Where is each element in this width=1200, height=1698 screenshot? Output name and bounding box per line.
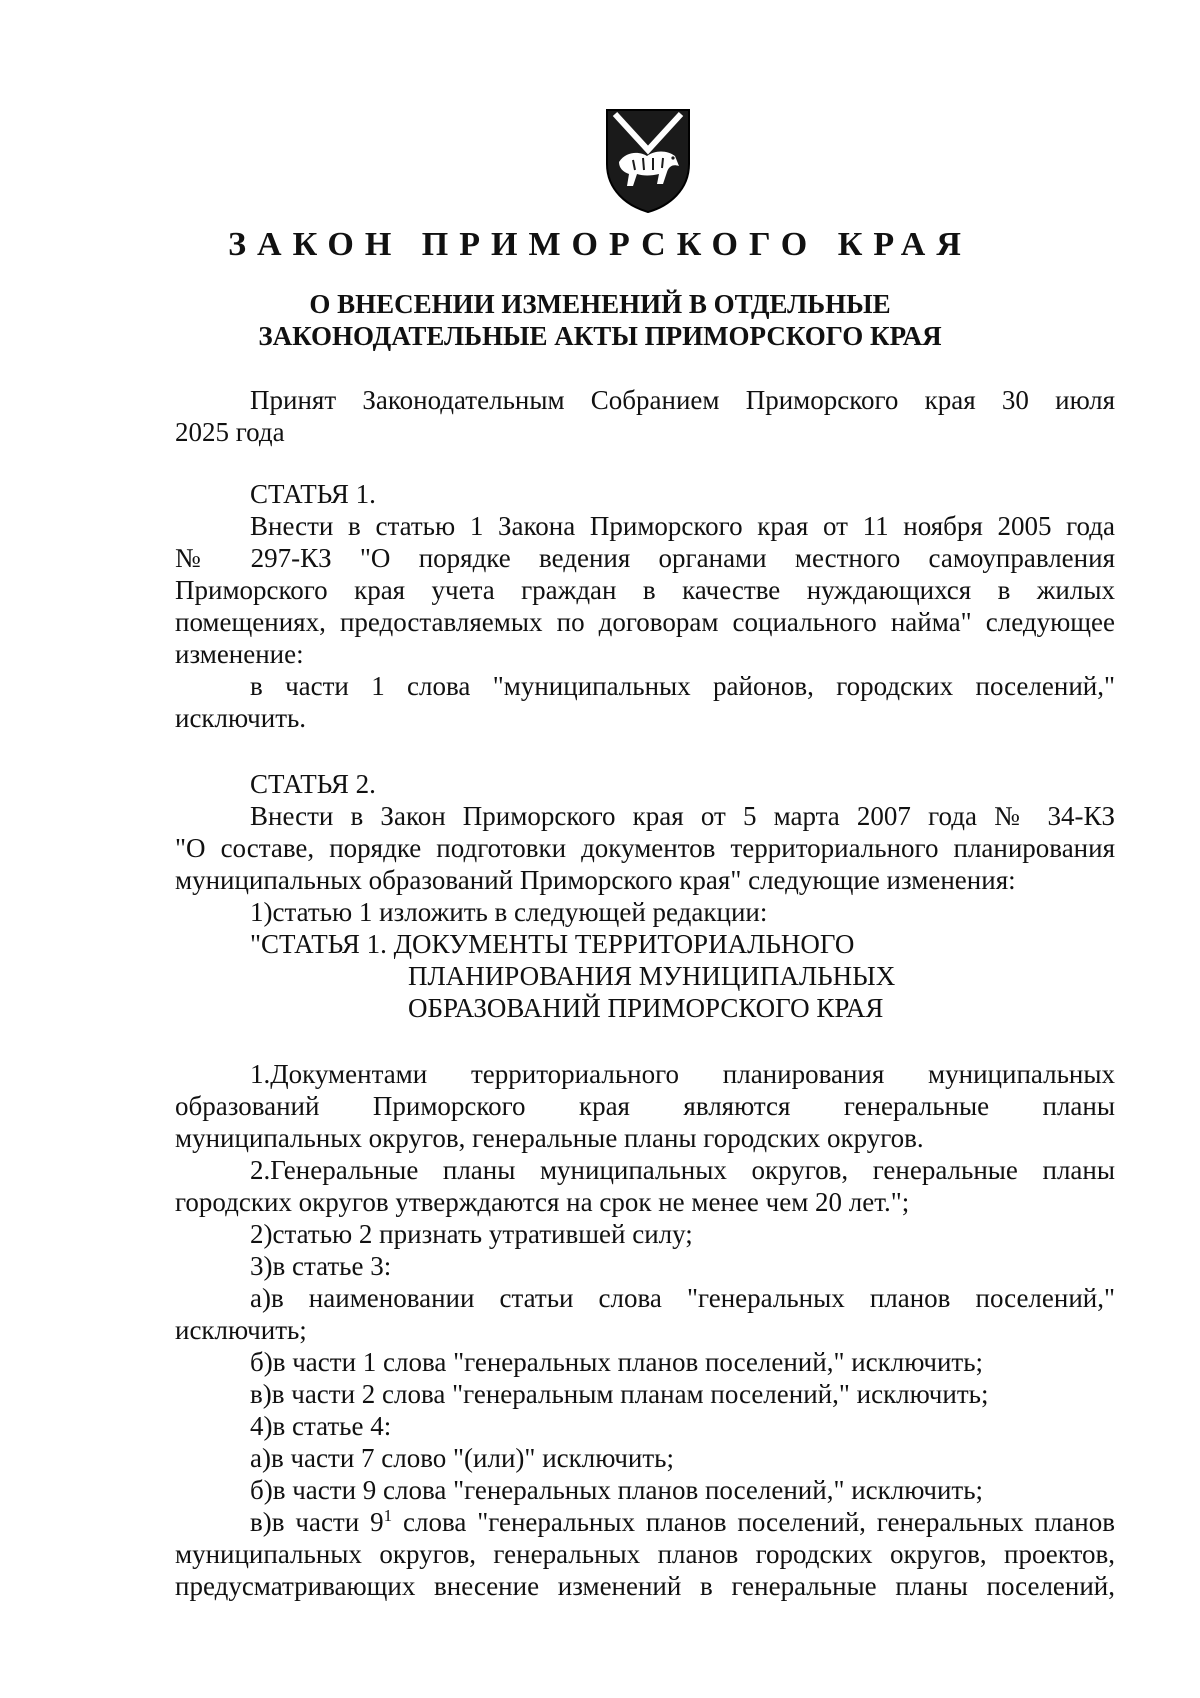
article-2-item-1: 1)статью 1 изложить в следующей редакции: [250,897,768,927]
article-1-line-3: Приморского края учета граждан в качестве нуждающихся в жилых [175,575,1115,605]
law-subtitle-line-1: О ВНЕСЕНИИ ИЗМЕНЕНИЙ В ОТДЕЛЬНЫЕ [309,289,891,319]
article-2-item-2: 2)статью 2 признать утратившей силу; [250,1219,693,1249]
article-1-line-4: помещениях, предоставляемых по договорам социального найма" следующее [175,607,1115,637]
article-2-item-3a-line-2: исключить; [175,1315,307,1345]
article-1-line-1: Внести в статью 1 Закона Приморского края от 11 ноября 2005 года [250,511,1115,541]
quoted-part-1-line-2: образований Приморского края являются генеральные планы [175,1091,1115,1121]
article-1-line-5: изменение: [175,639,304,669]
article-2-item-4b: б)в части 9 слова "генеральных планов поселений," исключить; [250,1475,984,1505]
article-2-line-3: муниципальных образований Приморского края" следующие изменения: [175,865,1016,895]
item-4c-text: слова "генеральных планов поселений, генеральных планов [392,1507,1115,1537]
article-2-item-3a-line-1: а)в наименовании статьи слова "генеральных планов поселений," [250,1283,1115,1313]
article-2-line-2: "О составе, порядке подготовки документов территориального планирования [175,833,1115,863]
quoted-part-2-line-2: городских округов утверждаются на срок не менее чем 20 лет."; [175,1187,910,1217]
adopted-line-1: Принят Законодательным Собранием Приморского края 30 июля [250,385,1115,415]
article-2-item-4c-line-2: муниципальных округов, генеральных планов городских округов, проектов, [175,1539,1115,1569]
article-1-line-2: № 297-КЗ "О порядке ведения органами местного самоуправления [175,543,1115,573]
adopted-line-2: 2025 года [175,417,285,447]
article-2-item-4: 4)в статье 4: [250,1411,392,1441]
item-4c-prefix: в)в части 9 [250,1507,384,1537]
article-1-line-7: исключить. [175,703,307,733]
article-2-item-3b: б)в части 1 слова "генеральных планов поселений," исключить; [250,1347,984,1377]
article-1-heading: СТАТЬЯ 1. [250,479,376,509]
quoted-part-2-line-1: 2.Генеральные планы муниципальных округов, генеральные планы [250,1155,1115,1185]
article-2-heading: СТАТЬЯ 2. [250,769,376,799]
quoted-part-1-line-3: муниципальных округов, генеральные планы городских округов. [175,1123,924,1153]
article-1-line-6: в части 1 слова "муниципальных районов, городских поселений," [250,671,1115,701]
quoted-article-heading-line-1: "СТАТЬЯ 1. ДОКУМЕНТЫ ТЕРРИТОРИАЛЬНОГО [250,929,855,959]
article-2-item-3: 3)в статье 3: [250,1251,392,1281]
document-body [175,384,1115,1602]
quoted-article-heading-line-2: ПЛАНИРОВАНИЯ МУНИЦИПАЛЬНЫХ [408,961,896,991]
quoted-article-heading-line-3: ОБРАЗОВАНИЙ ПРИМОРСКОГО КРАЯ [408,993,884,1023]
article-2-line-1: Внести в Закон Приморского края от 5 марта 2007 года № 34-КЗ [250,801,1115,831]
item-4c-superscript: 1 [383,1506,393,1525]
article-2-item-4c-line-3: предусматривающих внесение изменений в генеральные планы поселений, [175,1571,1115,1601]
law-subtitle-line-2: ЗАКОНОДАТЕЛЬНЫЕ АКТЫ ПРИМОРСКОГО КРАЯ [258,321,942,351]
article-2-item-4a: а)в части 7 слово "(или)" исключить; [250,1443,674,1473]
law-title: ЗАКОН ПРИМОРСКОГО КРАЯ [228,226,972,263]
primorsky-krai-coat-of-arms-icon [603,106,693,214]
article-2-item-4c-line-1 [175,1506,1115,1538]
article-2-item-3c: в)в части 2 слова "генеральным планам поселений," исключить; [250,1379,989,1409]
quoted-part-1-line-1: 1.Документами территориального планирования муниципальных [250,1059,1115,1089]
